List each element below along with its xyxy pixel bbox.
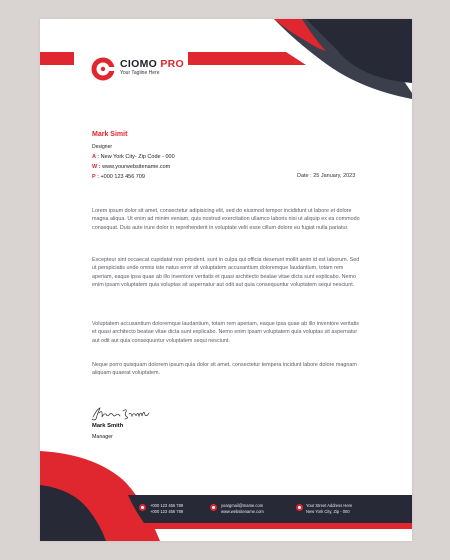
body-paragraph-1: Lorem ipsum dolor sit amet, consectetur adipisicing elit, sed do eiusmod tempor incididunt ut labore et dolore magna aliqua. Ut enim ad minim veniam, quis nostrud exercitation ullamco laboris nisi ut aliquip ex ea commodo consequat. Duis aute irure dolor in reprehenderit in voluptate velit esse cillum dolore eu fugiat nulla pariatur.	[92, 208, 360, 231]
address-key: A :	[92, 154, 100, 160]
footer-website[interactable]: www.websitename.com	[221, 509, 264, 514]
signer-name: Mark Smith	[92, 423, 124, 429]
signer-role: Manager	[92, 434, 113, 440]
email-icon	[210, 504, 217, 511]
sender-address-row	[92, 154, 175, 160]
phone-icon	[139, 504, 146, 511]
footer-address-1: Your Street Address Here	[306, 503, 353, 508]
phone-key: P :	[92, 174, 99, 180]
footer-phone-2: +000 123 456 789	[150, 509, 184, 514]
top-left-red-bar	[40, 52, 74, 65]
top-red-bar	[188, 52, 306, 65]
sender-address: New York City- Zip Code - 000	[100, 154, 175, 160]
footer-email[interactable]: yoargmail@mame.com	[221, 503, 264, 508]
footer-address-2: New York City, Zip - 000	[306, 509, 350, 514]
sender-website-row	[92, 164, 170, 170]
body-paragraph-4: Neque porro quisquam dolorem ipsum quia dolor sit amet, consectetur tempera incidunt labore dolore magnam aliquam quaerat voluptatem.	[92, 362, 357, 377]
letter-date: Date : 25 January, 2023	[297, 173, 356, 179]
footer-phone-1: +000 123 456 789	[150, 503, 184, 508]
letterhead-page	[40, 19, 412, 541]
footer-red-stripe	[144, 523, 412, 529]
sender-phone: +000 123 456 709	[100, 174, 145, 180]
body-paragraph-2: Excepteur sint occaecat cupidatat non proident, sunt in culpa qui officia deserunt mollit anim id est laborum. Sed ut perspiciatis unde omnis iste natus error sit voluptatem accusantium doloremque laudantium, totam rem aperiam, eaque ipsa quae ab illo inventore veritatis et quasi architecto beatae vitae dicta sunt explicabo. Nemo enim ipsam voluptatem quia voluptas sit aspernatur aut odit aut quia consequuntur voluptatem sequi nesciunt.	[92, 257, 360, 289]
brand-name	[120, 58, 184, 70]
brand-tagline: Your Tagline Here	[120, 70, 160, 76]
sender-phone-row	[92, 174, 145, 180]
handwritten-signature	[91, 405, 151, 421]
sender-website[interactable]: www.yourwebsitename.com	[102, 164, 171, 170]
sender-name: Mark Simit	[92, 131, 128, 138]
brand-name-main: CIOMO	[120, 58, 158, 70]
sender-title: Designer	[92, 144, 113, 150]
website-key: W :	[92, 164, 101, 170]
body-paragraph-3: Voluptatem accusantium doloremque laudantium, totam rem aperiam, eaque ipsa quae ab illo inventore veritatis et quasi architecto beatae vitae dicta sunt explicabo. Nemo enim ipsam voluptatem quia voluptas sit aspernatur aut odit aut quia consequuntur voluptatem sequi nesciunt.	[92, 321, 359, 344]
location-icon	[296, 504, 303, 511]
brand-name-accent: PRO	[160, 58, 184, 70]
c-ring-logo-icon	[91, 57, 115, 81]
